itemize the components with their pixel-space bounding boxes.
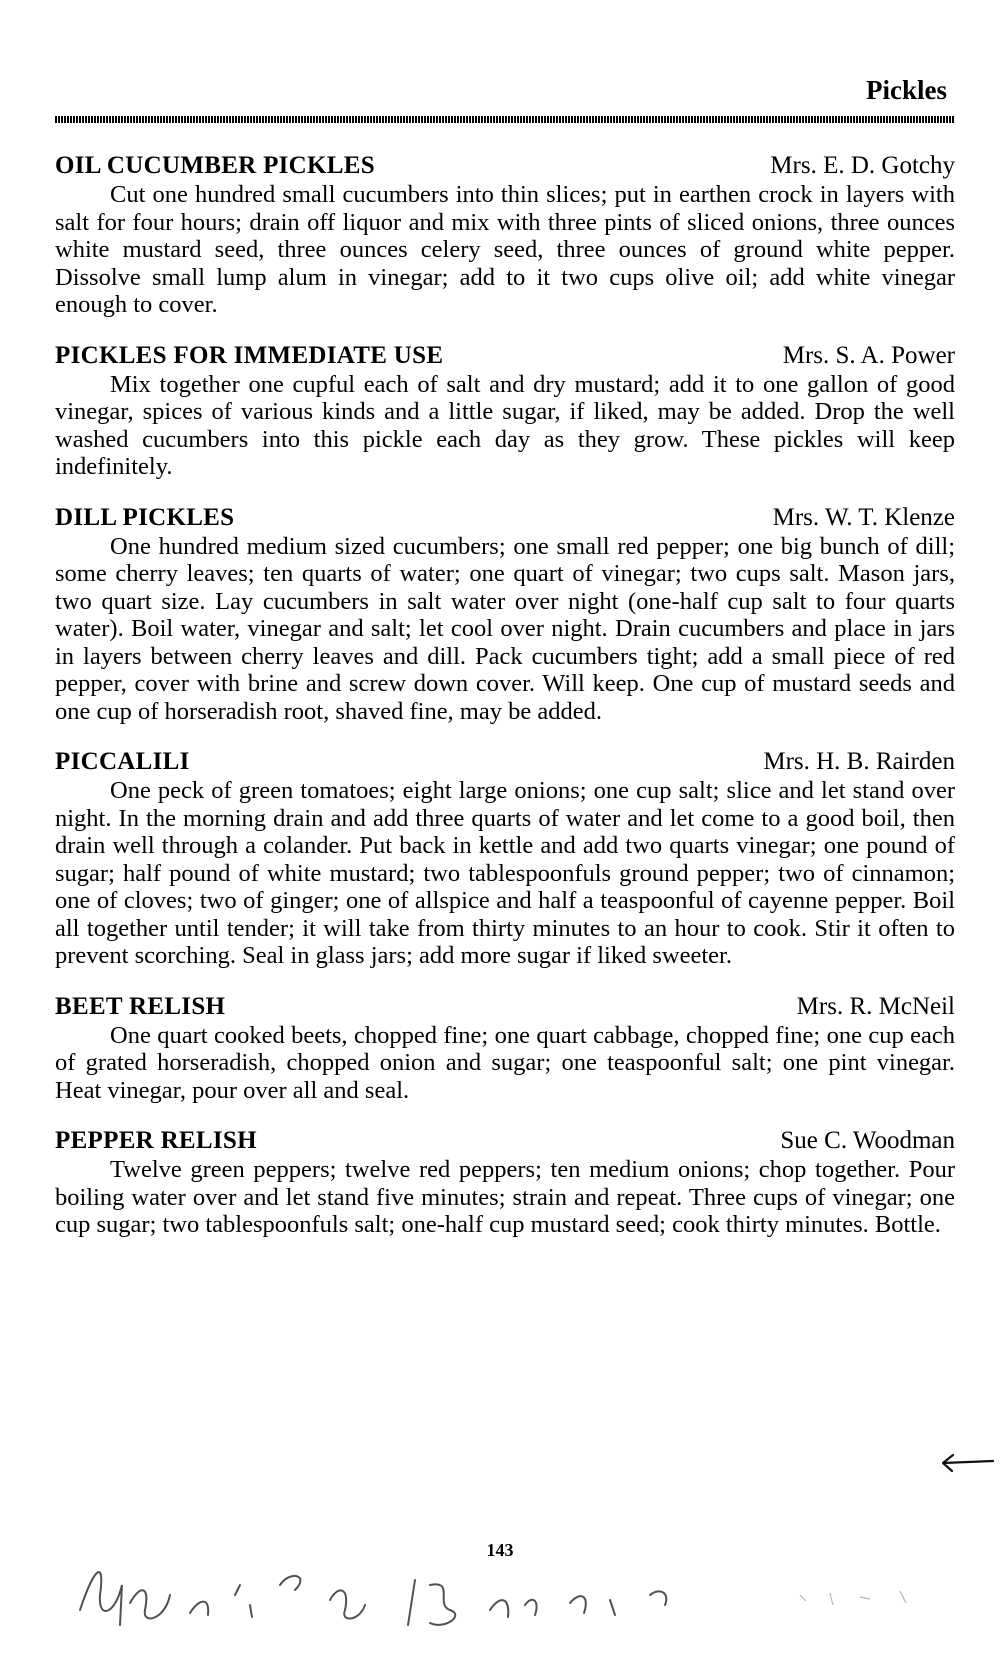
handwritten-arrow-icon [935, 1447, 995, 1477]
recipe-heading [55, 503, 955, 533]
cookbook-page [55, 70, 955, 1261]
handwritten-note-scribble [70, 1525, 950, 1645]
recipe-body: Cut one hundred small cucumbers into thin slices; put in earthen crock in layers with salt for four hours; drain off liquor and mix with three pints of sliced onions, three ounces white mustard seed, three ounces celery seed, three ounces of ground white pepper. Dissolve small lump alum in vinegar; add to it two cups olive oil; add white vinegar enough to cover. [55, 181, 955, 318]
recipe-heading [55, 747, 955, 777]
recipe-author: Mrs. E. D. Gotchy [770, 152, 955, 179]
recipe-author: Mrs. S. A. Power [782, 341, 955, 369]
recipe [55, 992, 955, 1105]
recipe-author: Mrs. W. T. Klenze [772, 503, 955, 531]
recipe-author: Mrs. H. B. Rairden [763, 748, 955, 775]
recipe-author: Mrs. R. McNeil [796, 992, 955, 1020]
recipe-title: DILL PICKLES [55, 503, 235, 531]
recipe-heading [55, 992, 955, 1022]
recipe-title: PICCALILI [55, 748, 190, 775]
running-head: Pickles [866, 75, 947, 105]
recipe-title: BEET RELISH [55, 992, 226, 1020]
recipe-heading [55, 151, 955, 181]
recipe-body: Mix together one cupful each of salt and dry mustard; add it to one gallon of good vinegar, spices of various kinds and a little sugar, if liked, may be added. Drop the well washed cucumbers into this pickle each day as they grow. These pickles will keep indefinitely. [55, 370, 955, 480]
header-rule [55, 116, 955, 123]
recipe-heading [55, 341, 955, 371]
recipe-title: PICKLES FOR IMMEDIATE USE [55, 341, 444, 369]
recipe [55, 503, 955, 726]
recipe-author: Sue C. Woodman [780, 1127, 955, 1154]
recipe-body: One quart cooked beets, chopped fine; one quart cabbage, chopped fine; one cup each of grated horseradish, chopped onion and sugar; one teaspoonful salt; one pint vinegar. Heat vinegar, pour over all and seal. [55, 1021, 955, 1104]
recipe-body: One hundred medium sized cucumbers; one small red pepper; one big bunch of dill; some cherry leaves; ten quarts of water; one quart of vinegar; two cups salt. Mason jars, two quart size. Lay cucumbers in salt water over night (one-half cup salt to four quarts water). Boil water, vinegar and salt; let cool over night. Drain cucumbers and place in jars in layers between cherry leaves and dill. Pack cucumbers tight; add a small piece of red pepper, cover with brine and screw down cover. Will keep. One cup of mustard seeds and one cup of horseradish root, shaved fine, may be added. [55, 532, 955, 725]
recipe [55, 747, 955, 970]
recipe [55, 1126, 955, 1239]
page-number: 143 [486, 1540, 514, 1560]
recipe [55, 151, 955, 319]
recipe-heading [55, 1126, 955, 1156]
recipe-title: PEPPER RELISH [55, 1127, 257, 1154]
recipe-title: OIL CUCUMBER PICKLES [55, 152, 375, 179]
recipe [55, 341, 955, 481]
recipe-body: Twelve green peppers; twelve red peppers; ten medium onions; chop together. Pour boiling water over and let stand five minutes; strain and repeat. Three cups of vinegar; one cup sugar; two tablespoonfuls salt; one-half cup mustard seed; cook thirty minutes. Bottle. [55, 1156, 955, 1238]
recipe-body: One peck of green tomatoes; eight large onions; one cup salt; slice and let stand over night. In the morning drain and add three quarts of water and let come to a good boil, then drain well through a colander. Put back in kettle and add two quarts vinegar; one pound of sugar; half pound of white mustard; two tablespoonfuls ground pepper; two of cinnamon; one of cloves; two of ginger; one of allspice and half a teaspoonful of cayenne pepper. Boil all together until tender; it will take from thirty minutes to an hour to cook. Stir it often to prevent scorching. Seal in glass jars; add more sugar if liked sweeter. [55, 777, 955, 969]
